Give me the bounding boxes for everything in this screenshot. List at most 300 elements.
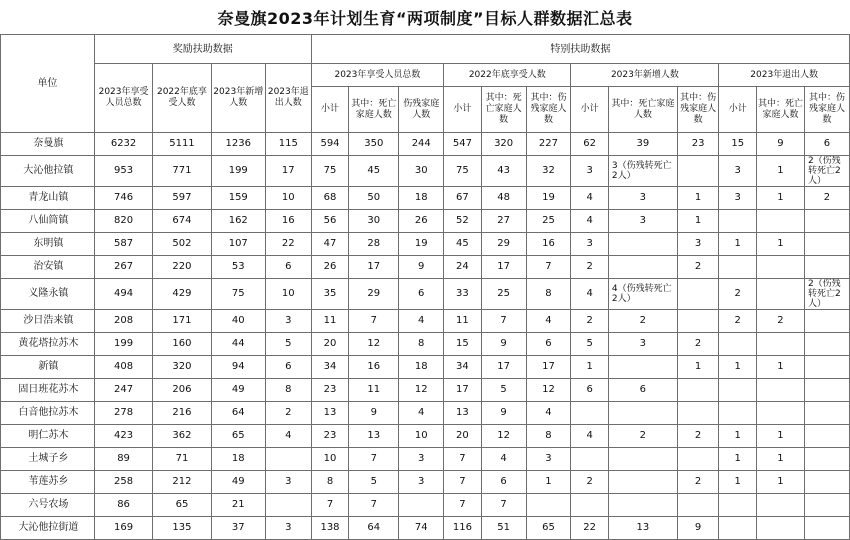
table-cell	[719, 379, 757, 402]
table-cell: 4	[526, 310, 571, 333]
table-cell: 13	[608, 517, 677, 540]
table-cell: 5111	[153, 133, 211, 156]
table-cell: 502	[153, 233, 211, 256]
table-cell: 7	[444, 471, 482, 494]
table-cell: 22	[265, 233, 311, 256]
table-cell: 1	[526, 471, 571, 494]
table-cell: 1	[756, 425, 804, 448]
table-cell: 56	[311, 210, 349, 233]
table-cell: 6	[526, 333, 571, 356]
table-cell	[719, 517, 757, 540]
table-row	[1, 402, 850, 425]
table-cell: 8	[526, 279, 571, 310]
table-cell: 1	[677, 210, 719, 233]
table-cell	[677, 310, 719, 333]
table-cell: 44	[211, 333, 265, 356]
unit-header: 单位	[1, 35, 95, 133]
table-cell: 34	[444, 356, 482, 379]
table-cell: 3	[265, 310, 311, 333]
table-row	[1, 471, 850, 494]
table-cell: 244	[399, 133, 444, 156]
table-row	[1, 494, 850, 517]
table-cell	[804, 233, 849, 256]
table-cell	[265, 448, 311, 471]
table-cell: 20	[444, 425, 482, 448]
table-cell	[756, 210, 804, 233]
table-cell	[677, 448, 719, 471]
table-cell: 674	[153, 210, 211, 233]
table-cell: 1	[756, 448, 804, 471]
table-cell	[265, 494, 311, 517]
table-cell: 49	[211, 379, 265, 402]
row-unit-name: 沙日浩来镇	[1, 310, 95, 333]
table-cell: 3	[399, 471, 444, 494]
table-cell	[756, 517, 804, 540]
table-cell	[804, 333, 849, 356]
table-cell: 12	[349, 333, 399, 356]
table-cell	[756, 256, 804, 279]
table-cell: 9	[756, 133, 804, 156]
table-cell: 5	[571, 333, 609, 356]
table-cell: 2	[571, 471, 609, 494]
sheet-title: 奈曼旗2023年计划生育“两项制度”目标人群数据汇总表	[217, 8, 633, 28]
table-cell: 494	[94, 279, 152, 310]
table-cell: 8	[311, 471, 349, 494]
row-unit-name: 东明镇	[1, 233, 95, 256]
table-cell: 7	[444, 448, 482, 471]
table-cell: 32	[526, 156, 571, 187]
table-cell: 65	[526, 517, 571, 540]
table-cell: 23	[311, 379, 349, 402]
table-cell: 62	[571, 133, 609, 156]
table-cell: 2	[265, 402, 311, 425]
reward-col-header: 2023年享受人员总数	[94, 64, 152, 133]
table-cell: 27	[481, 210, 526, 233]
table-cell: 3	[265, 517, 311, 540]
table-cell: 51	[481, 517, 526, 540]
table-cell	[677, 156, 719, 187]
table-cell: 258	[94, 471, 152, 494]
table-cell: 7	[311, 494, 349, 517]
table-cell: 10	[399, 425, 444, 448]
table-cell: 3	[265, 471, 311, 494]
table-cell: 29	[349, 279, 399, 310]
table-cell: 107	[211, 233, 265, 256]
table-cell	[756, 494, 804, 517]
table-cell: 45	[444, 233, 482, 256]
table-cell: 3	[719, 187, 757, 210]
sub-col-header: 小计	[719, 87, 757, 133]
table-cell	[571, 402, 609, 425]
row-unit-name: 青龙山镇	[1, 187, 95, 210]
table-cell: 45	[349, 156, 399, 187]
table-cell: 11	[349, 379, 399, 402]
table-cell: 89	[94, 448, 152, 471]
table-cell: 597	[153, 187, 211, 210]
table-cell: 35	[311, 279, 349, 310]
table-cell: 7	[444, 494, 482, 517]
table-cell: 9	[481, 402, 526, 425]
table-cell	[804, 471, 849, 494]
table-cell: 6	[608, 379, 677, 402]
table-cell	[677, 402, 719, 425]
table-cell: 19	[399, 233, 444, 256]
table-cell: 11	[444, 310, 482, 333]
table-cell: 25	[481, 279, 526, 310]
table-cell: 820	[94, 210, 152, 233]
table-cell: 29	[481, 233, 526, 256]
table-cell: 2	[719, 279, 757, 310]
table-cell: 16	[526, 233, 571, 256]
table-cell: 17	[265, 156, 311, 187]
row-unit-name: 明仁苏木	[1, 425, 95, 448]
table-cell: 1	[756, 187, 804, 210]
table-cell: 3	[608, 210, 677, 233]
table-cell: 7	[526, 256, 571, 279]
table-cell: 50	[349, 187, 399, 210]
special-group-header: 特别扶助数据	[311, 35, 849, 64]
table-cell	[608, 402, 677, 425]
table-cell: 4	[481, 448, 526, 471]
table-cell: 7	[481, 310, 526, 333]
table-cell	[677, 279, 719, 310]
row-unit-name: 苇莲苏乡	[1, 471, 95, 494]
table-cell: 86	[94, 494, 152, 517]
table-cell: 24	[444, 256, 482, 279]
table-cell: 3	[571, 233, 609, 256]
table-cell	[804, 379, 849, 402]
table-cell: 9	[399, 256, 444, 279]
table-cell	[571, 494, 609, 517]
table-cell: 115	[265, 133, 311, 156]
table-cell	[756, 402, 804, 425]
table-cell: 138	[311, 517, 349, 540]
table-cell: 1236	[211, 133, 265, 156]
table-cell: 68	[311, 187, 349, 210]
table-cell: 67	[444, 187, 482, 210]
table-cell: 2	[756, 310, 804, 333]
table-cell: 3	[677, 233, 719, 256]
table-row	[1, 187, 850, 210]
table-cell: 169	[94, 517, 152, 540]
table-cell: 4	[265, 425, 311, 448]
sub-col-header: 其中：伤残家庭人数	[677, 87, 719, 133]
data-table	[0, 34, 850, 540]
table-cell: 320	[153, 356, 211, 379]
table-row	[1, 133, 850, 156]
table-cell: 3	[608, 333, 677, 356]
table-cell: 23	[311, 425, 349, 448]
row-unit-name: 土城子乡	[1, 448, 95, 471]
table-cell: 587	[94, 233, 152, 256]
table-cell: 1	[719, 425, 757, 448]
row-unit-name: 奈曼旗	[1, 133, 95, 156]
table-cell	[719, 494, 757, 517]
table-cell: 2（伤残转死亡2人）	[804, 279, 849, 310]
table-cell: 746	[94, 187, 152, 210]
table-cell: 2	[719, 310, 757, 333]
table-cell: 2	[608, 425, 677, 448]
table-cell: 2	[571, 310, 609, 333]
table-cell: 408	[94, 356, 152, 379]
table-cell: 6232	[94, 133, 152, 156]
table-cell: 162	[211, 210, 265, 233]
table-cell: 4	[571, 279, 609, 310]
table-row	[1, 333, 850, 356]
table-cell: 2（伤残转死亡2人）	[804, 156, 849, 187]
row-unit-name: 大沁他拉镇	[1, 156, 95, 187]
table-cell	[756, 279, 804, 310]
table-cell: 6	[481, 471, 526, 494]
table-cell	[804, 494, 849, 517]
table-cell: 199	[211, 156, 265, 187]
table-row	[1, 279, 850, 310]
table-cell: 1	[756, 356, 804, 379]
table-cell	[804, 356, 849, 379]
table-row	[1, 379, 850, 402]
table-row	[1, 425, 850, 448]
table-cell: 3	[608, 187, 677, 210]
row-unit-name: 六号农场	[1, 494, 95, 517]
table-cell: 208	[94, 310, 152, 333]
row-unit-name: 治安镇	[1, 256, 95, 279]
table-cell: 116	[444, 517, 482, 540]
table-cell: 2	[677, 471, 719, 494]
table-cell: 33	[444, 279, 482, 310]
table-cell: 10	[311, 448, 349, 471]
reward-col-header: 2022年底享受人数	[153, 64, 211, 133]
table-cell: 19	[526, 187, 571, 210]
table-cell: 13	[311, 402, 349, 425]
reward-col-header: 2023年退出人数	[265, 64, 311, 133]
table-cell: 15	[719, 133, 757, 156]
table-cell: 52	[444, 210, 482, 233]
table-cell: 8	[265, 379, 311, 402]
table-cell: 30	[349, 210, 399, 233]
table-cell	[804, 310, 849, 333]
table-cell: 362	[153, 425, 211, 448]
table-cell	[608, 356, 677, 379]
row-unit-name: 八仙筒镇	[1, 210, 95, 233]
table-cell: 8	[526, 425, 571, 448]
table-cell: 48	[481, 187, 526, 210]
table-cell: 7	[481, 494, 526, 517]
table-cell: 1	[677, 356, 719, 379]
table-cell: 17	[481, 356, 526, 379]
table-cell: 30	[399, 156, 444, 187]
table-cell: 953	[94, 156, 152, 187]
table-cell	[399, 494, 444, 517]
table-cell: 75	[444, 156, 482, 187]
table-cell: 1	[719, 233, 757, 256]
table-cell: 12	[481, 425, 526, 448]
table-cell: 2	[608, 310, 677, 333]
sub-col-header: 其中：死亡家庭人数	[608, 87, 677, 133]
table-cell: 20	[311, 333, 349, 356]
table-cell: 1	[719, 471, 757, 494]
table-cell: 216	[153, 402, 211, 425]
table-cell: 16	[349, 356, 399, 379]
table-cell: 220	[153, 256, 211, 279]
table-row	[1, 356, 850, 379]
table-row	[1, 233, 850, 256]
special-subgroup-header: 2022年底享受人数	[444, 64, 571, 87]
table-cell: 3	[526, 448, 571, 471]
table-cell: 2	[804, 187, 849, 210]
table-cell: 2	[571, 256, 609, 279]
table-cell	[719, 256, 757, 279]
table-row	[1, 156, 850, 187]
table-cell	[608, 256, 677, 279]
table-cell: 320	[481, 133, 526, 156]
table-cell: 40	[211, 310, 265, 333]
table-cell: 75	[211, 279, 265, 310]
table-cell: 171	[153, 310, 211, 333]
table-cell	[804, 256, 849, 279]
table-cell: 64	[211, 402, 265, 425]
table-cell: 71	[153, 448, 211, 471]
table-cell	[804, 210, 849, 233]
sub-col-header: 小计	[571, 87, 609, 133]
row-unit-name: 白音他拉苏木	[1, 402, 95, 425]
table-cell: 278	[94, 402, 152, 425]
table-cell	[571, 448, 609, 471]
sub-col-header: 小计	[311, 87, 349, 133]
table-cell: 429	[153, 279, 211, 310]
table-cell	[608, 494, 677, 517]
table-cell	[804, 425, 849, 448]
table-cell: 6	[265, 256, 311, 279]
table-cell	[608, 471, 677, 494]
table-cell: 21	[211, 494, 265, 517]
table-cell: 3（伤残转死亡2人）	[608, 156, 677, 187]
table-cell: 267	[94, 256, 152, 279]
table-cell: 75	[311, 156, 349, 187]
table-cell: 28	[349, 233, 399, 256]
row-unit-name: 黄花塔拉苏木	[1, 333, 95, 356]
special-subgroup-header: 2023年退出人数	[719, 64, 850, 87]
table-cell: 206	[153, 379, 211, 402]
sub-col-header: 其中：死亡家庭人数	[756, 87, 804, 133]
table-cell: 17	[526, 356, 571, 379]
table-cell: 547	[444, 133, 482, 156]
row-unit-name: 大沁他拉街道	[1, 517, 95, 540]
table-cell: 5	[265, 333, 311, 356]
table-cell: 2	[677, 256, 719, 279]
table-cell: 4	[526, 402, 571, 425]
sub-col-header: 小计	[444, 87, 482, 133]
table-cell: 771	[153, 156, 211, 187]
table-cell: 1	[719, 356, 757, 379]
table-cell: 15	[444, 333, 482, 356]
table-cell: 65	[211, 425, 265, 448]
table-cell: 212	[153, 471, 211, 494]
table-cell: 1	[756, 233, 804, 256]
table-cell: 9	[349, 402, 399, 425]
table-cell: 4	[399, 310, 444, 333]
reward-col-header: 2023年新增人数	[211, 64, 265, 133]
table-cell: 65	[153, 494, 211, 517]
table-cell: 53	[211, 256, 265, 279]
table-cell: 10	[265, 279, 311, 310]
table-cell	[719, 210, 757, 233]
table-cell: 11	[311, 310, 349, 333]
table-cell: 18	[211, 448, 265, 471]
sub-col-header: 其中：死亡家庭人数	[349, 87, 399, 133]
sub-col-header: 伤残家庭人数	[399, 87, 444, 133]
table-cell: 350	[349, 133, 399, 156]
table-cell: 12	[399, 379, 444, 402]
table-cell	[719, 333, 757, 356]
table-cell: 159	[211, 187, 265, 210]
table-cell: 22	[571, 517, 609, 540]
table-cell: 227	[526, 133, 571, 156]
table-cell	[756, 379, 804, 402]
row-unit-name: 新镇	[1, 356, 95, 379]
table-cell: 135	[153, 517, 211, 540]
table-cell: 26	[399, 210, 444, 233]
sub-col-header: 其中：死亡家庭人数	[481, 87, 526, 133]
table-row	[1, 517, 850, 540]
table-cell	[804, 517, 849, 540]
table-cell: 3	[571, 156, 609, 187]
table-cell: 17	[349, 256, 399, 279]
table-row	[1, 310, 850, 333]
table-cell	[526, 494, 571, 517]
table-cell: 5	[349, 471, 399, 494]
row-unit-name: 固日班花苏木	[1, 379, 95, 402]
table-cell: 26	[311, 256, 349, 279]
table-cell: 18	[399, 187, 444, 210]
table-cell: 6	[265, 356, 311, 379]
table-cell: 3	[399, 448, 444, 471]
table-cell: 6	[571, 379, 609, 402]
table-cell: 1	[571, 356, 609, 379]
table-cell: 34	[311, 356, 349, 379]
row-unit-name: 义隆永镇	[1, 279, 95, 310]
table-cell: 247	[94, 379, 152, 402]
table-cell: 37	[211, 517, 265, 540]
table-cell: 5	[481, 379, 526, 402]
table-cell: 13	[444, 402, 482, 425]
table-cell: 74	[399, 517, 444, 540]
table-cell: 18	[399, 356, 444, 379]
table-cell: 13	[349, 425, 399, 448]
table-cell: 1	[756, 471, 804, 494]
special-subgroup-header: 2023年新增人数	[571, 64, 719, 87]
table-cell: 10	[265, 187, 311, 210]
table-cell: 43	[481, 156, 526, 187]
table-cell: 25	[526, 210, 571, 233]
table-cell: 594	[311, 133, 349, 156]
table-cell: 12	[526, 379, 571, 402]
sub-col-header: 其中：伤残家庭人数	[526, 87, 571, 133]
table-cell: 8	[399, 333, 444, 356]
table-cell	[677, 379, 719, 402]
special-subgroup-header: 2023年享受人员总数	[311, 64, 443, 87]
table-cell: 4	[399, 402, 444, 425]
table-cell: 1	[677, 187, 719, 210]
table-row	[1, 210, 850, 233]
table-cell: 39	[608, 133, 677, 156]
table-cell	[804, 448, 849, 471]
reward-group-header: 奖励扶助数据	[94, 35, 311, 64]
table-cell: 6	[804, 133, 849, 156]
table-cell: 4	[571, 187, 609, 210]
table-cell	[804, 402, 849, 425]
table-row	[1, 448, 850, 471]
sub-col-header: 其中：伤残家庭人数	[804, 87, 849, 133]
